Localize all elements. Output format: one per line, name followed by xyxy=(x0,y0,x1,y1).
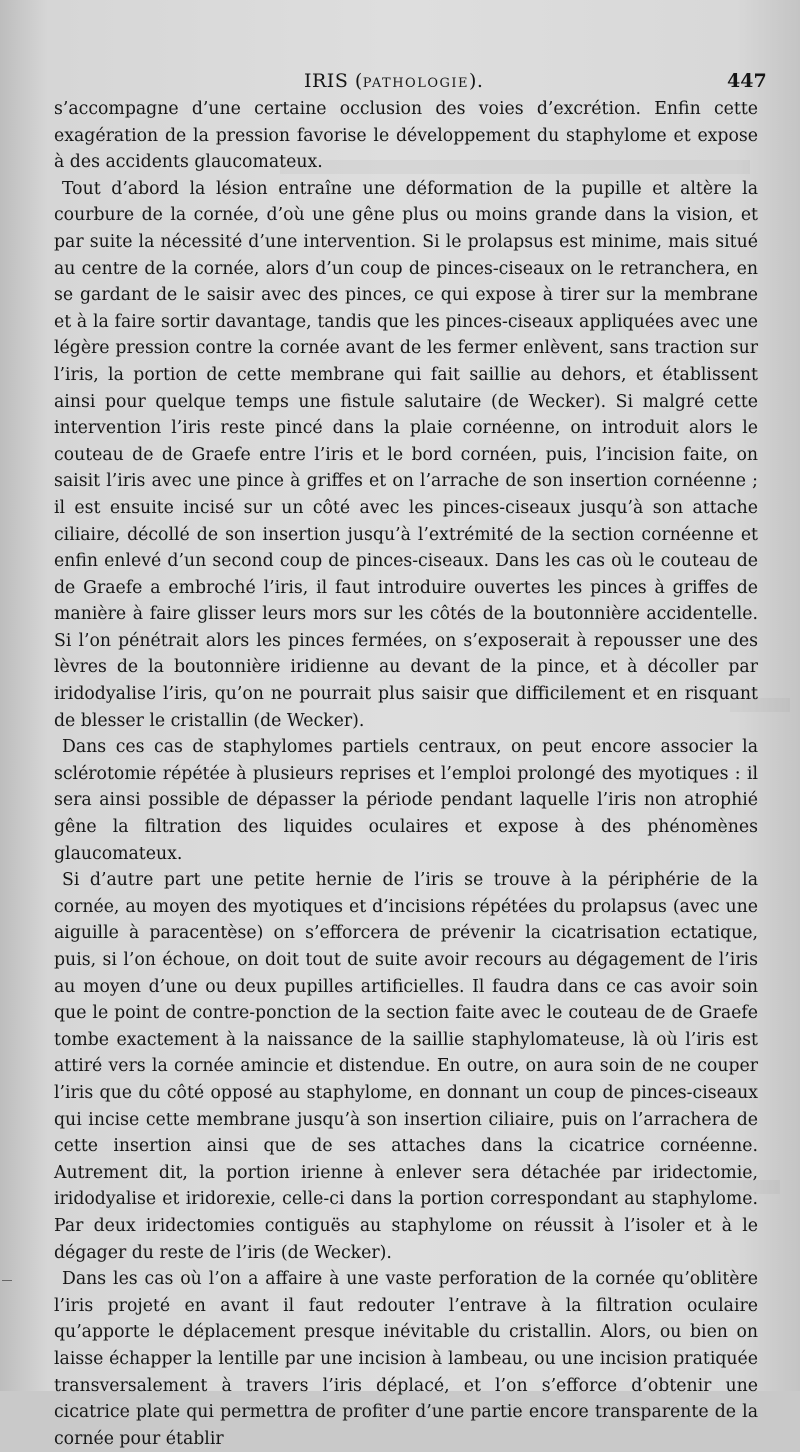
paragraph: Dans ces cas de staphylomes partiels centraux, on peut encore associer la sclérotomie répétée à plusieurs reprises et l’emploi prolongé des myotiques : il sera ainsi possible de dépasser la période pendant laquelle l’iris non atrophié gêne la filtration des liquides oculaires et expose à des phénomènes glaucomateux. xyxy=(54,737,758,864)
paragraph: s’accompagne d’une certaine occlusion des voies d’excrétion. Enfin cette exagération de la pression favorise le développement du staphylome et expose à des accidents glaucomateux. xyxy=(54,99,758,173)
running-head-title: IRIS ( xyxy=(304,70,363,92)
paragraph: Dans les cas où l’on a affaire à une vaste perforation de la cornée qu’oblitère l’iris projeté en avant il faut redouter l’entrave à la filtration oculaire qu’apporte le déplacement presque inévitable du cristallin. Alors, ou bien on laisse échapper la lentille par une incision à lambeau, ou une incision pratiquée transversalement à travers l’iris déplacé, et l’on s’efforce d’obtenir une cicatrice plate qui permettra de profiter d’une partie encore transparente de la cornée pour établir xyxy=(54,1269,758,1449)
running-head xyxy=(304,70,483,92)
body-text xyxy=(54,96,758,1452)
running-head-close: ). xyxy=(469,70,484,92)
margin-mark xyxy=(2,1280,12,1281)
paragraph: Tout d’abord la lésion entraîne une déformation de la pupille et altère la courbure de la cornée, d’où une gêne plus ou moins grande dans la vision, et par suite la nécessité d’une intervention. Si le prolapsus est minime, mais situé au centre de la cornée, alors d’un coup de pinces-ciseaux on le retranchera, en se gardant de le saisir avec des pinces, ce qui expose à tirer sur la membrane et à la faire sortir davantage, tandis que les pinces-ciseaux appliquées avec une légère pression contre la cornée avant de les fermer enlèvent, sans traction sur l’iris, la portion de cette membrane qui fait saillie au dehors, et établissent ainsi pour quelque temps une fistule salutaire (de Wecker). Si malgré cette intervention l’iris reste pincé dans la plaie cornéenne, on introduit alors le couteau de de Graefe entre l’iris et le bord cornéen, puis, l’incision faite, on saisit l’iris avec une pince à griffes et on l’arrache de son insertion cornéenne ; il est ensuite incisé sur un côté avec les pinces-ciseaux jusqu’à son attache ciliaire, décollé de son insertion jusqu’à l’extrémité de la section cornéenne et enfin enlevé d’un second coup de pinces-ciseaux. Dans les cas où le couteau de de Graefe a embroché l’iris, il faut introduire ouvertes les pinces à griffes de manière à faire glisser leurs mors sur les côtés de la boutonnière accidentelle. Si l’on pénétrait alors les pinces fermées, on s’exposerait à repousser une des lèvres de la boutonnière iridienne au devant de la pince, et à décoller par iridodyalise l’iris, qu’on ne pourrait plus saisir que difficilement et en risquant de blesser le cristallin (de Wecker). xyxy=(54,178,758,731)
running-head-subtitle: PATHOLOGIE xyxy=(362,76,469,91)
page-number: 447 xyxy=(727,70,767,92)
paragraph: Si d’autre part une petite hernie de l’iris se trouve à la périphérie de la cornée, au moyen des myotiques et d’incisions répétées du prolapsus (avec une aiguille à paracentèse) on s’efforcera de prévenir la cicatrisation ectatique, puis, si l’on échoue, on doit tout de suite avoir recours au dégagement de l’iris au moyen d’une ou deux pupilles artificielles. Il faudra dans ce cas avoir soin que le point de contre-ponction de la section faite avec le couteau de de Graefe tombe exactement à la naissance de la saillie staphylomateuse, là où l’iris est attiré vers la cornée amincie et distendue. En outre, on aura soin de ne couper l’iris que du côté opposé au staphylome, en donnant un coup de pinces-ciseaux qui incise cette membrane jusqu’à son insertion ciliaire, puis on l’arrachera de cette insertion ainsi que de ses attaches dans la cicatrice cornéenne. Autrement dit, la portion irienne à enlever sera détachée par iridectomie, iridodyalise et iridorexie, celle-ci dans la portion correspondant au staphylome. Par deux iridectomies contiguës au staphylome on réussit à l’isoler et à le dégager du reste de l’iris (de Wecker). xyxy=(54,870,758,1263)
